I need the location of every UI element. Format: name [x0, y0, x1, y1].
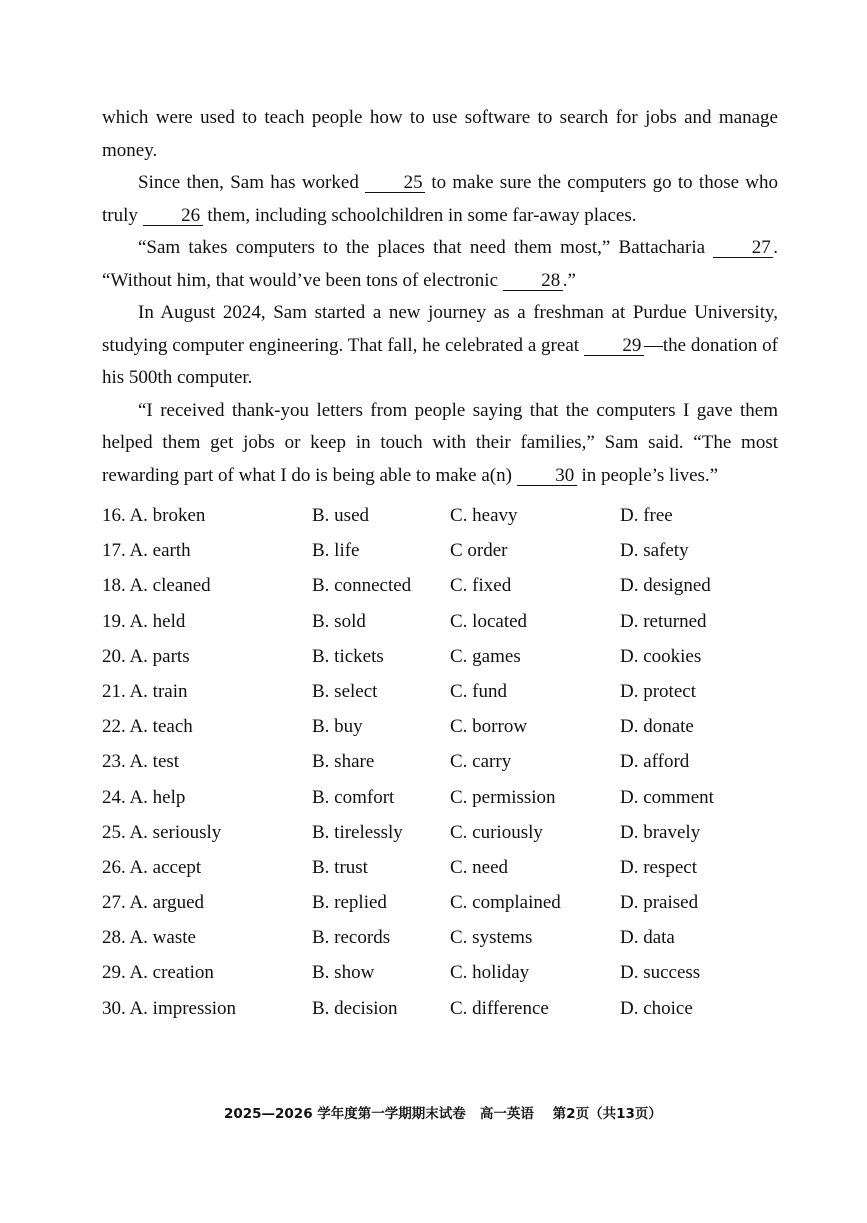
paragraph-2	[102, 167, 778, 232]
option-b: B. trust	[312, 856, 368, 878]
option-d: D. respect	[620, 856, 698, 878]
option-d: D. cookies	[620, 645, 702, 667]
option-c: C. curiously	[450, 821, 543, 843]
option-d: D. protect	[620, 680, 696, 702]
option-d: D. data	[620, 927, 675, 949]
option-b: B. sold	[312, 610, 366, 632]
option-d: D. choice	[620, 997, 693, 1019]
paragraph-2-text-middle: to make sure the computers go to those who truly	[102, 172, 779, 226]
option-a: 18. A. cleaned	[102, 575, 211, 597]
question-row	[102, 857, 802, 892]
option-b: B. show	[312, 962, 375, 984]
paragraph-5	[102, 395, 778, 493]
option-a: 22. A. teach	[102, 716, 193, 738]
option-a: 30. A. impression	[102, 997, 237, 1019]
option-d: D. success	[620, 962, 701, 984]
question-row	[102, 575, 802, 610]
option-c: C order	[450, 540, 508, 562]
blank-28: 28	[503, 271, 563, 291]
option-d: D. bravely	[620, 821, 701, 843]
option-a: 21. A. train	[102, 680, 188, 702]
blank-29: 29	[584, 336, 644, 356]
question-row	[102, 540, 802, 575]
option-c: C. systems	[450, 927, 533, 949]
option-b: B. records	[312, 927, 391, 949]
option-b: B. decision	[312, 997, 398, 1019]
option-b: B. select	[312, 680, 378, 702]
option-b: B. connected	[312, 575, 412, 597]
option-d: D. returned	[620, 610, 707, 632]
option-a: 25. A. seriously	[102, 821, 222, 843]
blank-26: 26	[143, 206, 203, 226]
option-a: 26. A. accept	[102, 856, 202, 878]
paragraph-3	[102, 232, 778, 297]
question-row	[102, 646, 802, 681]
question-row	[102, 611, 802, 646]
page-footer	[0, 1086, 867, 1138]
option-c: C. difference	[450, 997, 549, 1019]
option-b: B. buy	[312, 716, 363, 738]
answer-options-list	[102, 505, 802, 1033]
option-b: B. tickets	[312, 645, 384, 667]
paragraph-1	[102, 102, 778, 167]
option-a: 16. A. broken	[102, 505, 206, 526]
option-b: B. used	[312, 505, 369, 526]
option-d: D. donate	[620, 716, 694, 738]
option-b: B. replied	[312, 892, 387, 914]
option-d: D. safety	[620, 540, 689, 562]
cloze-passage	[102, 102, 778, 492]
option-a: 23. A. test	[102, 751, 180, 773]
question-row	[102, 998, 802, 1033]
question-row	[102, 681, 802, 716]
option-d: D. designed	[620, 575, 711, 597]
blank-25: 25	[365, 173, 425, 193]
paragraph-3-text-start: “Sam takes computers to the places that need them most,” Battacharia	[138, 237, 714, 258]
paragraph-4-text-end: —the donation of his 500th computer.	[102, 334, 778, 388]
option-c: C. heavy	[450, 505, 518, 526]
option-a: 24. A. help	[102, 786, 186, 808]
option-a: 28. A. waste	[102, 927, 196, 949]
paragraph-1-text: which were used to teach people how to use software to search for jobs and manage money.	[102, 107, 778, 161]
option-b: B. tirelessly	[312, 821, 403, 843]
option-c: C. permission	[450, 786, 556, 808]
option-a: 27. A. argued	[102, 892, 205, 914]
paragraph-3-text-end: .”	[562, 269, 576, 291]
option-a: 19. A. held	[102, 610, 186, 632]
paragraph-4	[102, 297, 778, 395]
paragraph-3-text-middle: . “Without him, that would’ve been tons of electronic	[102, 237, 778, 291]
option-d: D. praised	[620, 892, 699, 914]
blank-27: 27	[713, 238, 773, 258]
option-a: 20. A. parts	[102, 645, 190, 667]
option-b: B. share	[312, 751, 375, 773]
question-row	[102, 787, 802, 822]
option-c: C. borrow	[450, 716, 528, 738]
option-d: D. comment	[620, 786, 714, 808]
blank-30: 30	[517, 466, 577, 486]
option-c: C. complained	[450, 892, 561, 914]
option-c: C. games	[450, 645, 521, 667]
paragraph-4-text-start: In August 2024, Sam started a new journey as a freshman at Purdue University, studying computer engineering. That fall, he celebrated a great	[102, 302, 778, 356]
option-c: C. holiday	[450, 962, 530, 984]
option-c: C. carry	[450, 751, 512, 773]
option-b: B. life	[312, 540, 360, 562]
option-c: C. located	[450, 610, 528, 632]
question-row	[102, 716, 802, 751]
option-a: 29. A. creation	[102, 962, 214, 984]
option-c: C. fixed	[450, 575, 512, 597]
paragraph-2-text-start: Since then, Sam has worked	[138, 172, 366, 193]
question-row	[102, 892, 802, 927]
question-row	[102, 927, 802, 962]
question-row	[102, 822, 802, 857]
paragraph-2-text-end: them, including schoolchildren in some far-away places.	[202, 204, 637, 226]
question-row	[102, 751, 802, 786]
option-b: B. comfort	[312, 786, 395, 808]
paragraph-5-text-end: in people’s lives.”	[576, 464, 719, 486]
option-d: D. afford	[620, 751, 690, 773]
option-d: D. free	[620, 505, 673, 526]
option-a: 17. A. earth	[102, 540, 191, 562]
footer-text: 2025—2026 学年度第一学期期末试卷 高一英语 第2页（共13页）	[223, 1106, 662, 1122]
option-c: C. fund	[450, 680, 507, 702]
paragraph-5-text-start: “I received thank-you letters from people saying that the computers I gave them helped them get jobs or keep in touch with their families,” Sam said. “The most rewarding part of what I do is being able to make a(n)	[102, 399, 778, 486]
option-c: C. need	[450, 856, 509, 878]
question-row	[102, 505, 802, 540]
question-row	[102, 962, 802, 997]
